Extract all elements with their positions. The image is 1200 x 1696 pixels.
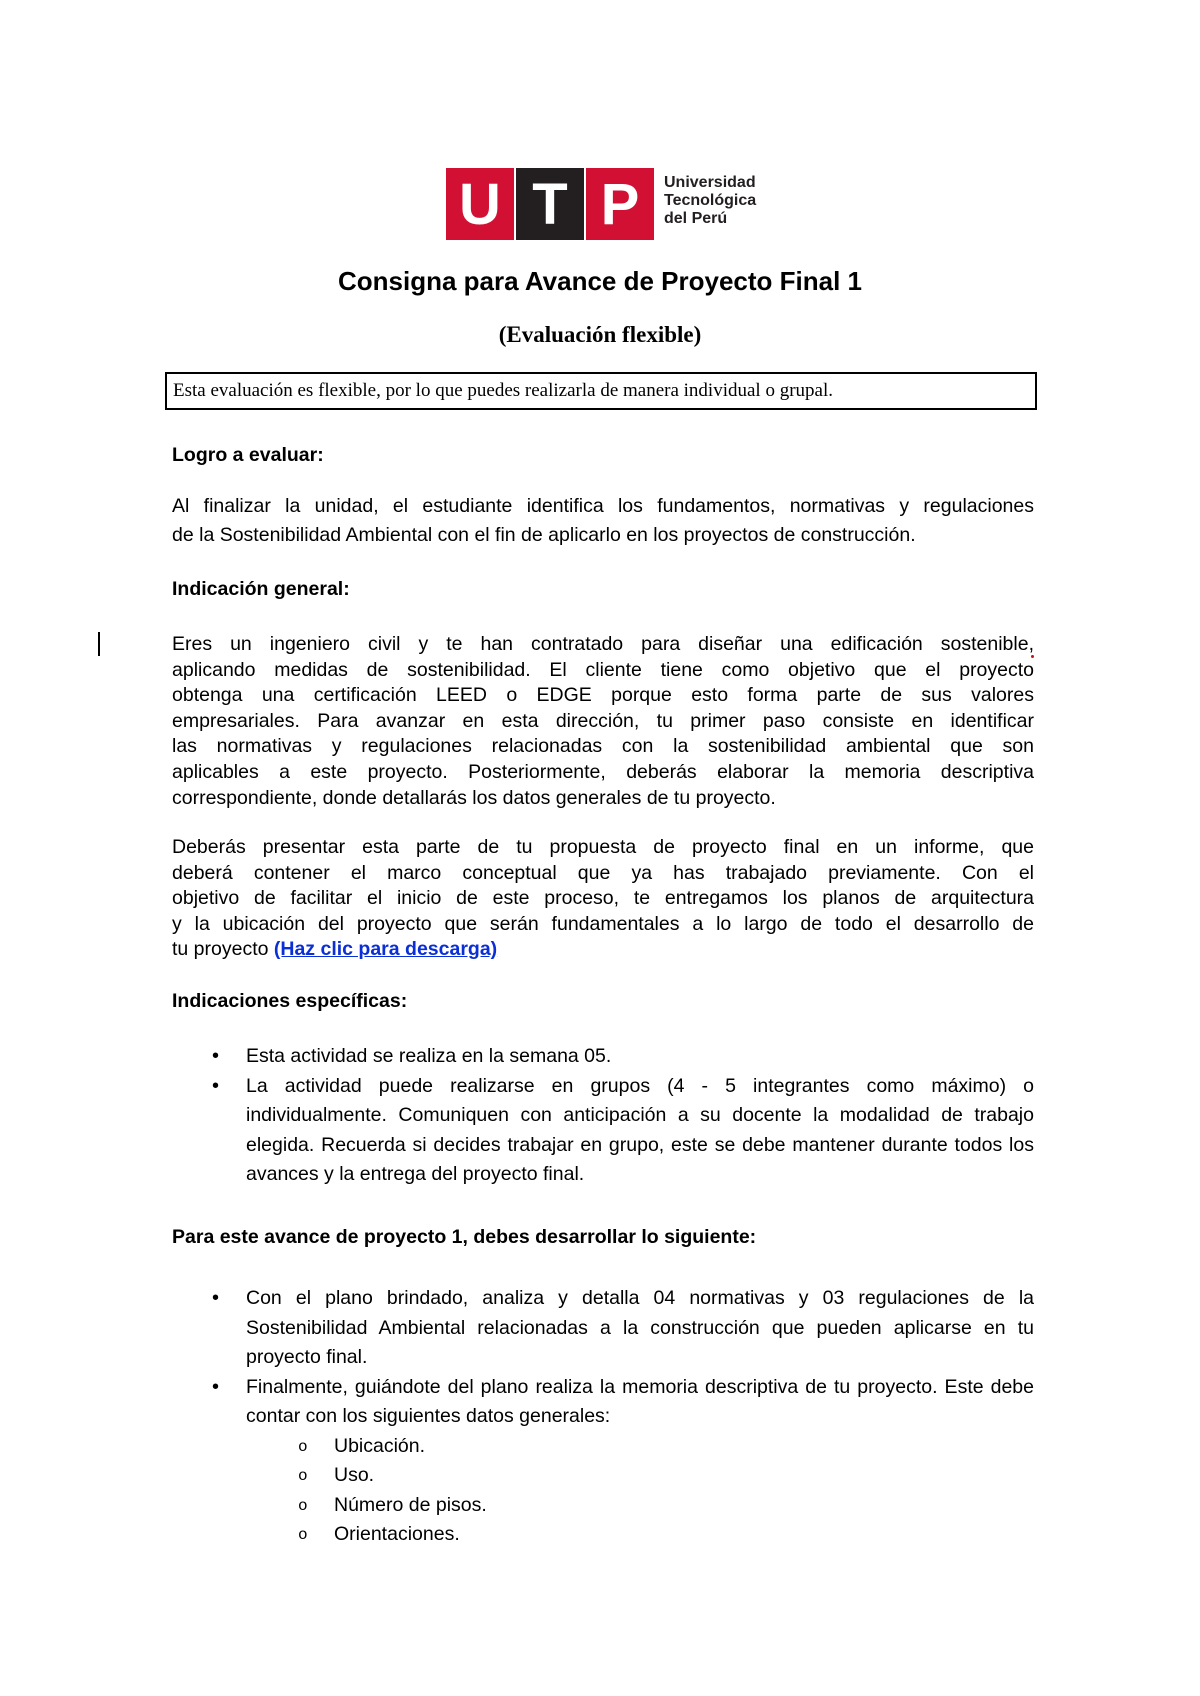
list-item: • Con el plano brindado, analiza y detalla 04 normativas y 03 regulaciones de la Sostenibilidad Ambiental relacionadas a la construcción que pueden aplicarse en tu proyecto final.: [172, 1284, 1034, 1373]
logo-letter-u: U: [459, 172, 501, 237]
datos-generales-list: [246, 1432, 1034, 1550]
avance-list: [172, 1284, 1034, 1550]
text-cursor: [98, 632, 100, 656]
indicacion-general-paragraph-2: [172, 835, 1034, 963]
flexible-notice-box: Esta evaluación es flexible, por lo que puedes realizarla de manera individual o grupal.: [165, 372, 1037, 410]
list-item: • La actividad puede realizarse en grupos (4 - 5 integrantes como máximo) o individualmente. Comuniquen con anticipación a su docente la modalidad de trabajo elegida. Recuerda si decides trabajar en grupo, este se debe mantener durante todos los avances y la entrega del proyecto final.: [172, 1072, 1034, 1190]
especificas-list: [172, 1042, 1034, 1190]
paragraph-line: aplicables a este proyecto. Posteriormente, deberás elaborar la memoria descriptiva: [172, 760, 1034, 783]
paragraph-line: [172, 632, 1034, 658]
logo-text-line: Tecnológica: [664, 192, 757, 209]
sub-list-item: o Orientaciones.: [246, 1520, 1034, 1550]
utp-logo: [446, 168, 766, 240]
document-title: Consigna para Avance de Proyecto Final 1: [337, 266, 862, 296]
logo-text-line: Universidad: [664, 174, 756, 191]
paragraph-line: objetivo de facilitar el inicio de este proceso, te entregamos los planos de arquitectura: [172, 887, 1034, 910]
paragraph-line: [172, 937, 1034, 963]
logo-letter-p: P: [600, 172, 640, 237]
spellcheck-comma: ,: [1028, 633, 1034, 655]
paragraph-line: obtenga una certificación LEED o EDGE porque esto forma parte de sus valores: [172, 684, 1034, 707]
paragraph-line-text: tu proyecto: [172, 938, 274, 961]
logro-paragraph: [172, 492, 1034, 550]
list-item-text: Finalmente, guiándote del plano realiza la memoria descriptiva de tu proyecto. Este debe contar con los siguientes datos generales:: [246, 1375, 1034, 1427]
paragraph-line: deberá contener el marco conceptual que ya has trabajado previamente. Con el: [172, 861, 1034, 884]
paragraph-line: aplicando medidas de sostenibilidad. El cliente tiene como objetivo que el proyecto: [172, 658, 1034, 681]
utp-logo-mark: [446, 168, 766, 240]
indicacion-general-paragraph-1: [172, 632, 1034, 811]
document-subtitle: (Evaluación flexible): [498, 322, 702, 347]
especificas-heading: Indicaciones específicas:: [172, 990, 408, 1012]
logo-letter-t: T: [532, 172, 568, 237]
paragraph-line: correspondiente, donde detallarás los datos generales de tu proyecto.: [172, 786, 776, 809]
indicacion-general-heading: Indicación general:: [172, 578, 350, 600]
paragraph-line: las normativas y regulaciones relacionadas con la sostenibilidad ambiental que son: [172, 735, 1034, 758]
logro-heading: Logro a evaluar:: [172, 444, 324, 466]
sub-list-item: o Ubicación.: [246, 1432, 1034, 1462]
sub-list-item: o Número de pisos.: [246, 1491, 1034, 1521]
paragraph-line: Al finalizar la unidad, el estudiante identifica los fundamentos, normativas y regulaciones: [172, 495, 1034, 517]
paragraph-line-text: Eres un ingeniero civil y te han contratado para diseñar una edificación sostenible: [172, 633, 1029, 655]
paragraph-line: empresariales. Para avanzar en esta dirección, tu primer paso consiste en identificar: [172, 709, 1034, 732]
paragraph-line: Deberás presentar esta parte de tu propuesta de proyecto final en un informe, que: [172, 836, 1034, 858]
avance-heading: Para este avance de proyecto 1, debes desarrollar lo siguiente:: [172, 1226, 757, 1248]
download-plans-link[interactable]: (Haz clic para descarga): [273, 938, 498, 961]
sub-list-item: o Uso.: [246, 1461, 1034, 1491]
logo-text-line: del Perú: [664, 210, 728, 227]
paragraph-line: y la ubicación del proyecto que serán fundamentales a lo largo de todo el desarrollo de: [172, 912, 1034, 935]
list-item: [172, 1373, 1034, 1550]
list-item: • Esta actividad se realiza en la semana 05.: [172, 1042, 1034, 1072]
paragraph-line: de la Sostenibilidad Ambiental con el fin de aplicarlo en los proyectos de construcción.: [172, 524, 916, 546]
